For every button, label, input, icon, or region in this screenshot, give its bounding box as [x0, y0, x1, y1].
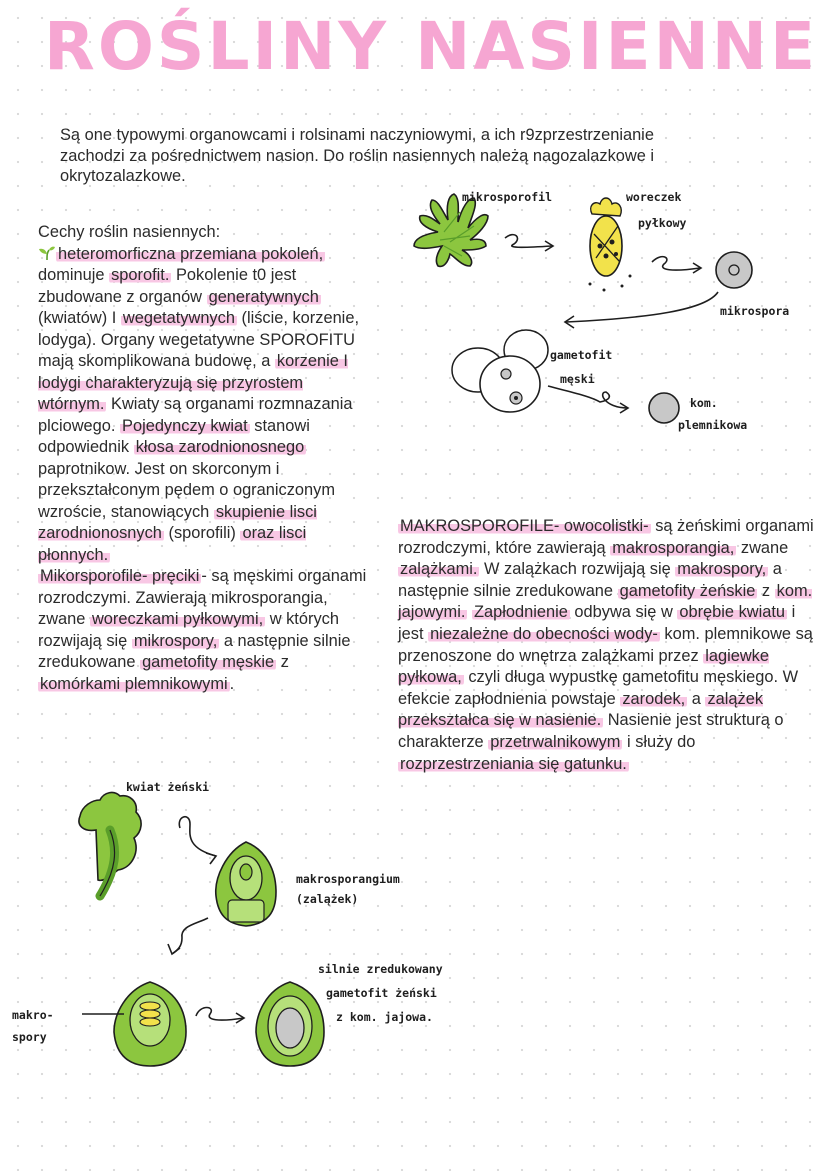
highlight-text: makrospory, [677, 560, 767, 579]
highlight-text: skupienie lisci zarodnionosnych [38, 502, 317, 542]
label-reduced: silnie zredukowany [318, 962, 443, 976]
label-spores: spory [12, 1030, 47, 1044]
label-egg-cell: z kom. jajowa. [336, 1010, 433, 1024]
female-flower-drawing [79, 793, 141, 896]
page-title: ROŚLINY NASIENNE [44, 8, 819, 85]
label-macrosporangium: makrosporangium [296, 872, 400, 886]
highlight-text: obrębie kwiatu [679, 603, 786, 622]
highlight-text: oraz lisci płonnych. [38, 524, 307, 564]
label-ovule: (zalążek) [296, 892, 359, 906]
highlight-text: kłosa zarodnionosnego [135, 438, 305, 456]
features-paragraph: heteromorficzna przemiana pokoleń, dominuje sporofit. Pokolenie t0 jest zbudowane z organów generatywnych (kwiatów) I wegetatywnych (liście, korzenie, lodyga). Organy wegetatywne SPOROFITU mają skomplikowana budowę, a korzenie I lodygi charakteryzują się przyrostem wtórnym. Kwiaty są organami rozmnazania plciowego. Pojedynczy kwiat stanowi odpowiednik kłosa zarodnionosnego paprotnikow. Jest on skorconym i przekształconym pędem o ograniczonym wzroście, stanowiących skupienie lisci zarodnionosnych (sporofili) oraz lisci płonnych. [38, 244, 359, 564]
female-gametophyte-drawing [256, 982, 324, 1066]
highlight-text: wegetatywnych [122, 309, 235, 327]
highlight-text: rozprzestrzeniania się gatunku. [400, 754, 627, 773]
highlight-text: niezależne do obecności wody- [430, 624, 658, 643]
ovule-drawing [216, 842, 276, 926]
highlight-text: gametofity męskie [142, 653, 275, 671]
macrosporophyll-paragraph: MAKROSPOROFILE- owocolistki- są żeńskimi organami rozrodczymi, które zawierają makrosporangia, zwane zalążkami. W zalążkach rozwijają się makrospory, a następnie silnie zredukowane gametofity żeńskie z kom. jajowymi. Zapłodnienie odbywa się w obrębie kwiatu i jest niezależne do obecności wody- kom. plemnikowe są przenoszone do wnętrza zalążkami przez lagiewke pyłkowa, czyli długa wypustkę gametofitu męskiego. W efekcie zapłodnienia powstaje zarodek, a zalążek przekształca się w nasienie. Nasienie jest strukturą o charakterze przetrwalnikowym i służy do rozprzestrzeniania się gatunku. [398, 517, 814, 773]
label-microspore: mikrospora [720, 304, 790, 318]
highlight-text: lagiewke pyłkowa, [398, 646, 769, 687]
highlight-text: gametofity żeńskie [619, 581, 756, 600]
highlight-text: MAKROSPOROFILE- owocolistki- [400, 517, 649, 535]
highlight-text: zalążek przekształca się w nasienie. [398, 689, 764, 730]
highlight-text: makrosporangia, [612, 538, 735, 557]
highlight-text: zarodek, [622, 689, 686, 708]
highlight-text: generatywnych [208, 287, 319, 306]
highlight-text: Zapłodnienie [473, 603, 568, 622]
highlight-text: korzenie I lodygi charakteryzują się przyrostem wtórnym. [38, 352, 348, 413]
highlight-text: sporofit. [111, 266, 170, 284]
label-sperm: plemnikowa [678, 418, 748, 432]
highlight-text: mikrospory, [133, 631, 218, 650]
highlight-text: zalążkami. [400, 560, 478, 579]
features-heading: Cechy roślin nasiennych: [38, 223, 221, 241]
microsporophyll-paragraph: Mikorsporofile- pręciki - są męskimi organami rozrodczymi. Zawierają mikrosporangia, zwane woreczkami pyłkowymi, w których rozwijają się mikrospory, a następnie silnie zredukowane gametofity męskie z komórkami plemnikowymi . [38, 567, 367, 693]
highlight-text: Pojedynczy kwiat [122, 416, 248, 435]
intro-paragraph: Są one typowymi organowcami i rolsinami naczyniowymi, a ich r9zprzestrzenianie zachodzi za pośrednictwem nasion. Do roślin nasiennych należą nagozalazkowe i okrytozalazkowe. [60, 126, 655, 185]
label-microsporophyll: mikrosporofil [462, 190, 553, 204]
highlight-text: woreczkami pyłkowymi, [91, 610, 264, 628]
label-female-flower: kwiat żeński [126, 780, 210, 794]
highlight-text: Mikorsporofile- pręciki [40, 567, 200, 585]
label-macro: makro- [12, 1008, 54, 1022]
label-cell: kom. [690, 396, 718, 410]
highlight-text: przetrwalnikowym [490, 732, 621, 751]
highlight-text: komórkami plemnikowymi [40, 674, 228, 693]
label-male: męski [560, 372, 595, 386]
label-female-gametophyte: gametofit żeński [326, 986, 437, 1000]
label-pollen-sac-1: woreczek [626, 190, 682, 204]
label-gametophyte: gametofit [550, 348, 613, 362]
highlight-text: heteromorficzna przemiana pokoleń, [58, 244, 324, 263]
ovule-macrospores-drawing [114, 982, 186, 1066]
label-pollen-sac-2: pyłkowy [638, 216, 687, 230]
highlight-text: kom. jajowymi. [398, 581, 813, 622]
